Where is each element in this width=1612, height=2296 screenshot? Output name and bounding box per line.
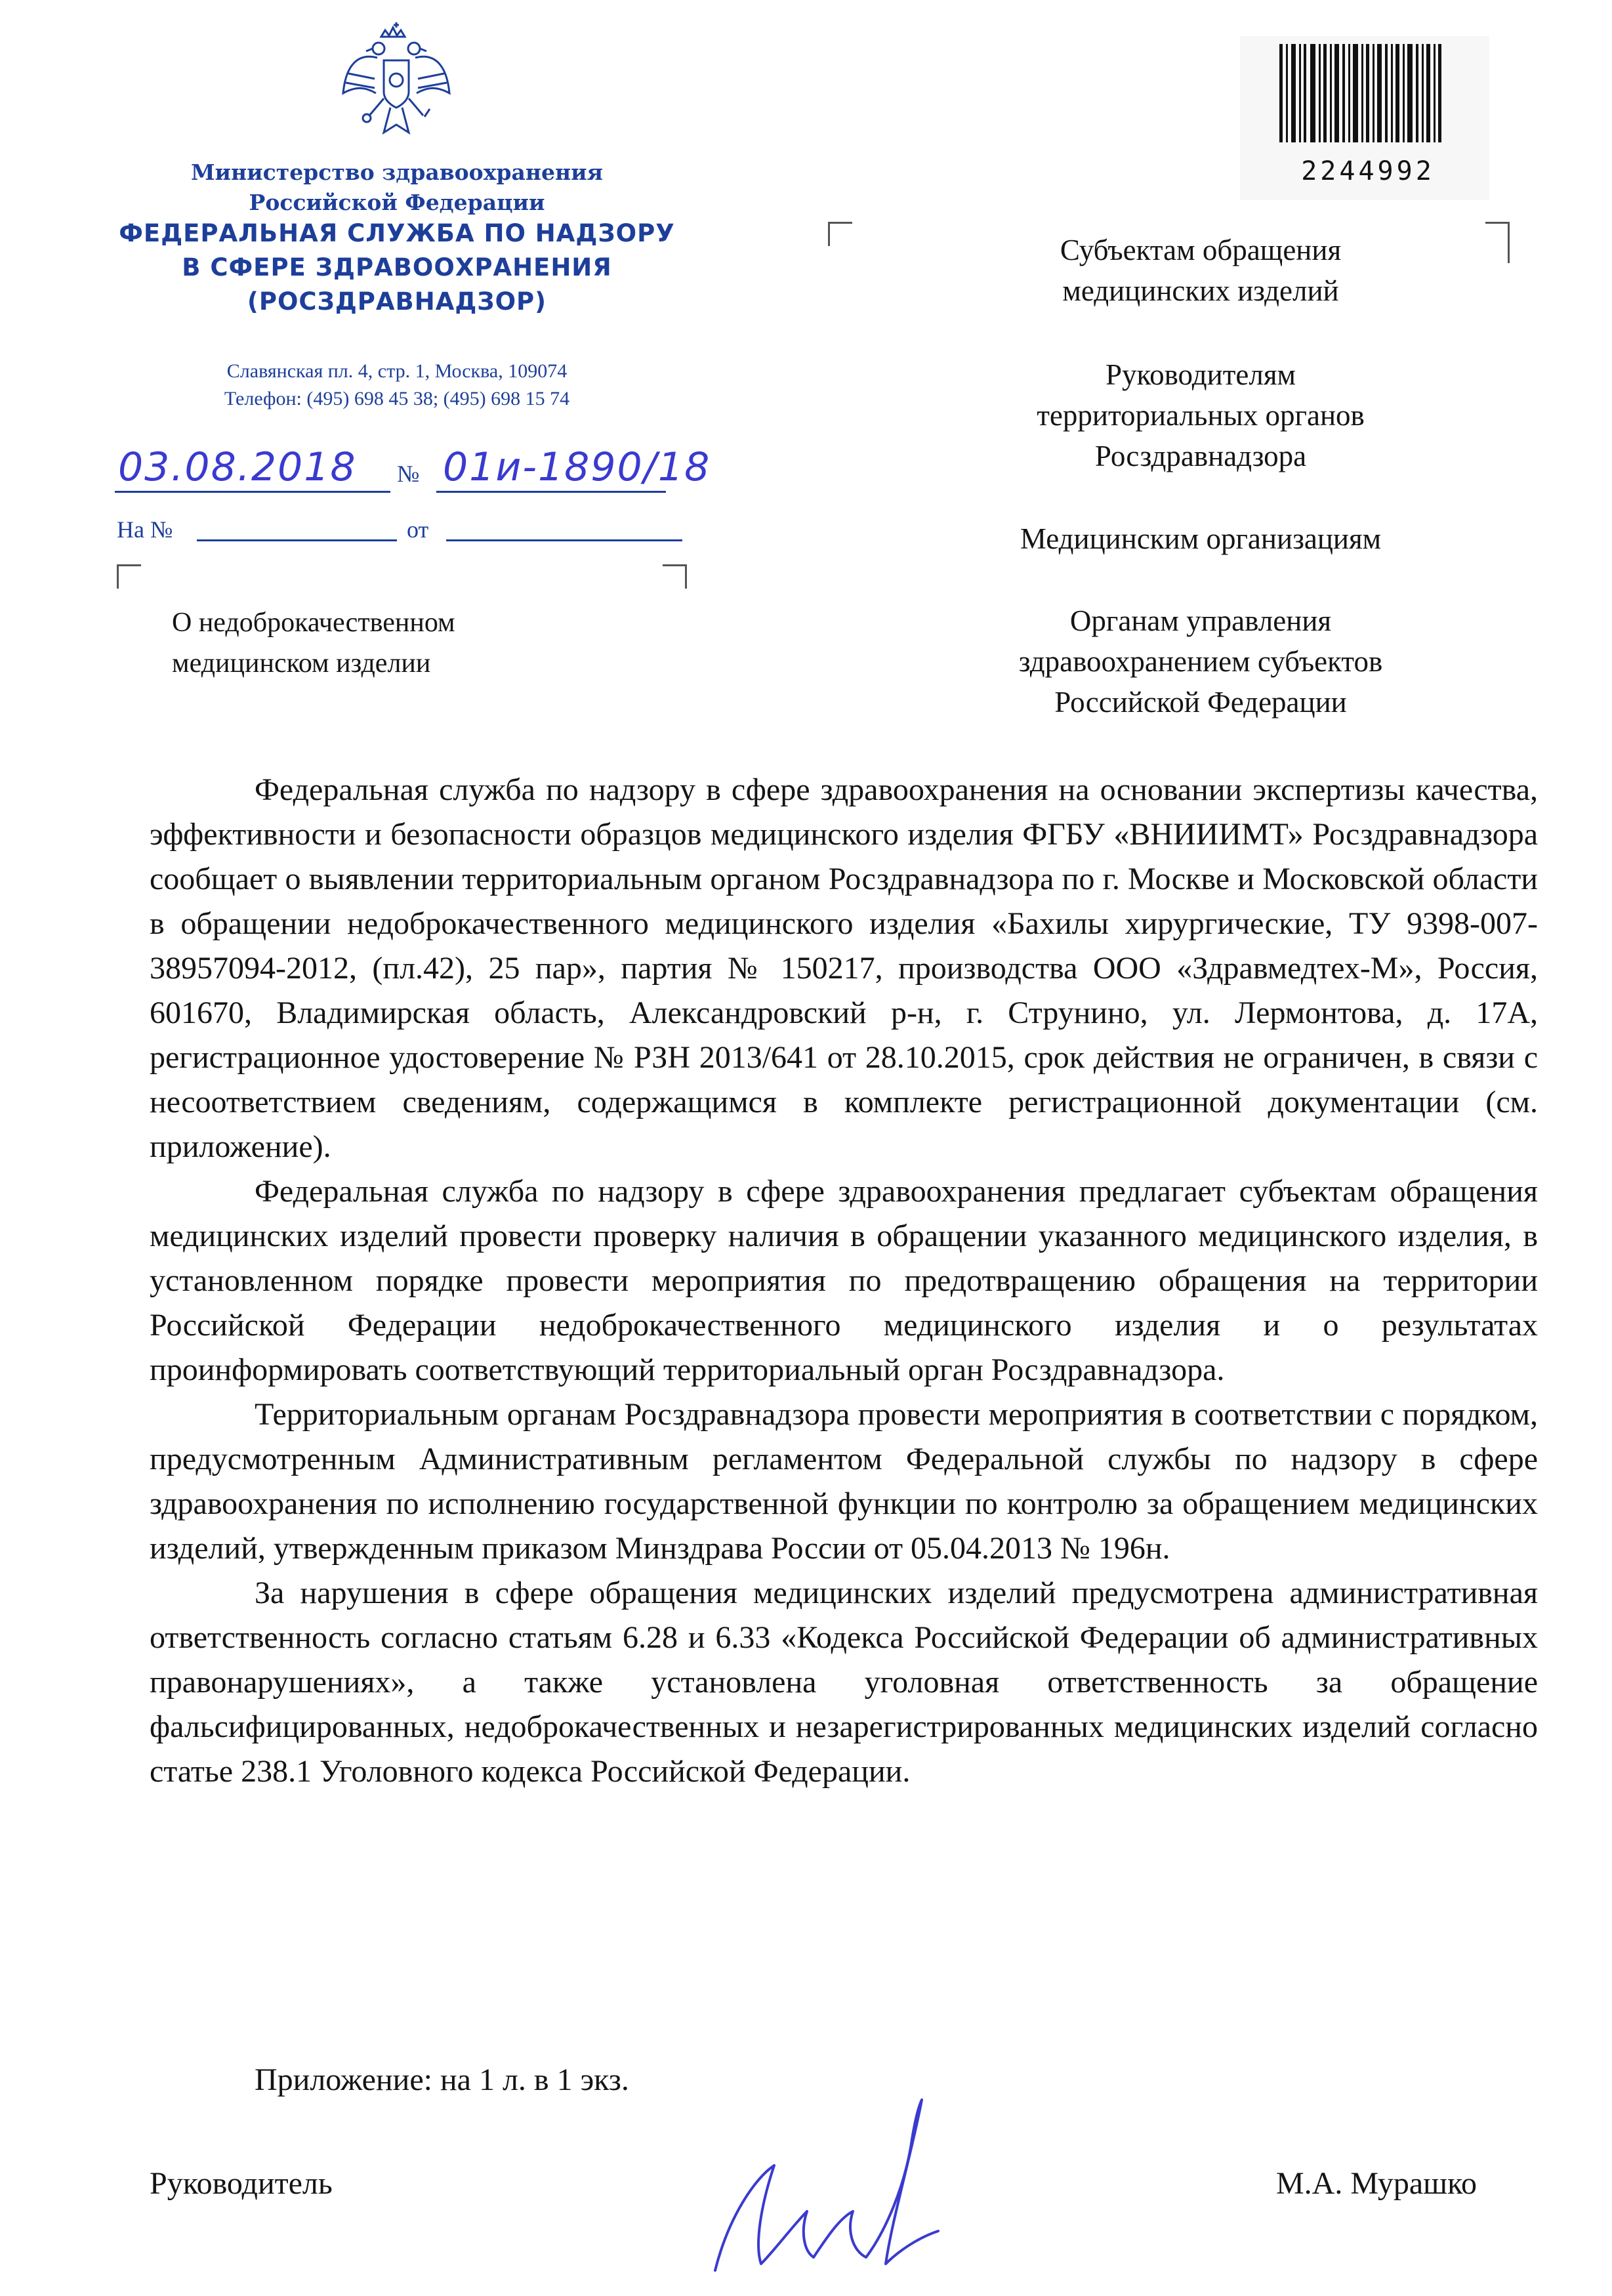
service-name (105, 217, 689, 319)
ministry-line: Российской Федерации (249, 190, 545, 215)
recipient-line: территориальных органов (1037, 399, 1365, 432)
service-line: В СФЕРЕ ЗДРАВООХРАНЕНИЯ (182, 253, 612, 282)
recipient-line: Росздравнадзора (1094, 440, 1307, 472)
ref-number-label: На № (117, 516, 173, 543)
subject (172, 602, 631, 684)
service-address (121, 358, 672, 413)
subject-line: О недоброкачественном (172, 608, 455, 638)
date-underline (115, 491, 390, 493)
signatory-name: М.А. Мурашко (1276, 2166, 1477, 2201)
address-bracket-left (828, 222, 852, 246)
signatory-position: Руководитель (150, 2166, 333, 2201)
service-line: ФЕДЕРАЛЬНАЯ СЛУЖБА ПО НАДЗОРУ (119, 219, 675, 247)
letter-body (150, 768, 1538, 1794)
recipient-line: Субъектам обращения (1060, 234, 1342, 266)
attachment-note: Приложение: на 1 л. в 1 экз. (255, 2062, 629, 2097)
phone-text: Телефон: (495) 698 45 38; (495) 698 15 74 (224, 388, 570, 409)
subject-line: медицинском изделии (172, 648, 431, 678)
coat-of-arms-icon (338, 20, 455, 151)
service-line: (РОСЗДРАВНАДЗОР) (247, 287, 547, 316)
recipient-block (899, 518, 1502, 559)
body-paragraph: Федеральная служба по надзору в сфере здравоохранения предлагает субъектам обращения медицинских изделий провести проверку наличия в обращении указанного медицинского изделия, в установленном порядке провести мероприятия по предотвращению обращения на территории Российской Федерации недоброкачественного медицинского изделия и о результатах проинформировать соответствующий территориальный орган Росздравнадзора. (150, 1174, 1538, 1387)
ministry-name (148, 157, 646, 218)
document-date: 03.08.2018 (118, 444, 357, 490)
recipient-line: Органам управления (1069, 604, 1332, 637)
recipient-line: Руководителям (1106, 358, 1296, 391)
number-underline (436, 491, 666, 493)
recipient-line: медицинских изделий (1062, 274, 1339, 307)
recipient-line: Медицинским организациям (1020, 522, 1382, 555)
barcode-number: 2244992 (1301, 156, 1435, 186)
number-sign: № (397, 461, 420, 487)
handwritten-signature (695, 2054, 984, 2284)
recipient-block (899, 354, 1502, 476)
recipient-block (899, 600, 1502, 722)
address-text: Славянская пл. 4, стр. 1, Москва, 109074 (226, 360, 568, 382)
recipient-line: Российской Федерации (1054, 686, 1347, 719)
subject-bracket-left (117, 564, 141, 589)
recipient-block (899, 230, 1502, 311)
body-paragraph: За нарушения в сфере обращения медицинских изделий предусмотрена административная ответственность согласно статьям 6.28 и 6.33 «Кодекса Российской Федерации об административных правонарушениях», а также установлена уголовная ответственность за обращение фальсифицированных, недоброкачественных и незарегистрированных медицинских изделий согласно статье 238.1 Уголовного кодекса Российской Федерации. (150, 1576, 1538, 1789)
body-paragraph: Территориальным органам Росздравнадзора провести мероприятия в соответствии с порядком, предусмотренным Административным регламентом Федеральной службы по надзору в сфере здравоохранения по исполнению государственной функции по контролю за обращением медицинских изделий, утвержденным приказом Минздрава России от 05.04.2013 № 196н. (150, 1397, 1538, 1566)
body-paragraph: Федеральная служба по надзору в сфере здравоохранения на основании экспертизы качества, эффективности и безопасности образцов медицинского изделия ФГБУ «ВНИИИМТ» Росздравнадзора сообщает о выявлении территориальным органом Росздравнадзора по г. Москве и Московской области в обращении недоброкачественного медицинского изделия «Бахилы хирургические, ТУ 9398-007-38957094-2012, (пл.42), 25 пар», партия № 150217, производства ООО «Здравмедтех-М», Россия, 601670, Владимирская область, Александровский р-н, г. Струнино, ул. Лермонтова, д. 17А, регистрационное удостоверение № РЗН 2013/641 от 28.10.2015, срок действия не ограничен, в связи с несоответствием сведениям, содержащимся в комплекте регистрационной документации (см. приложение). (150, 772, 1538, 1164)
ref-from-line (446, 539, 682, 541)
subject-bracket-right (663, 564, 687, 589)
ref-from-label: от (407, 516, 429, 543)
ministry-line: Министерство здравоохранения (191, 159, 603, 185)
ref-number-line (197, 539, 397, 541)
recipient-line: здравоохранением субъектов (1018, 645, 1383, 678)
document-number: 01и-1890/18 (443, 444, 711, 490)
